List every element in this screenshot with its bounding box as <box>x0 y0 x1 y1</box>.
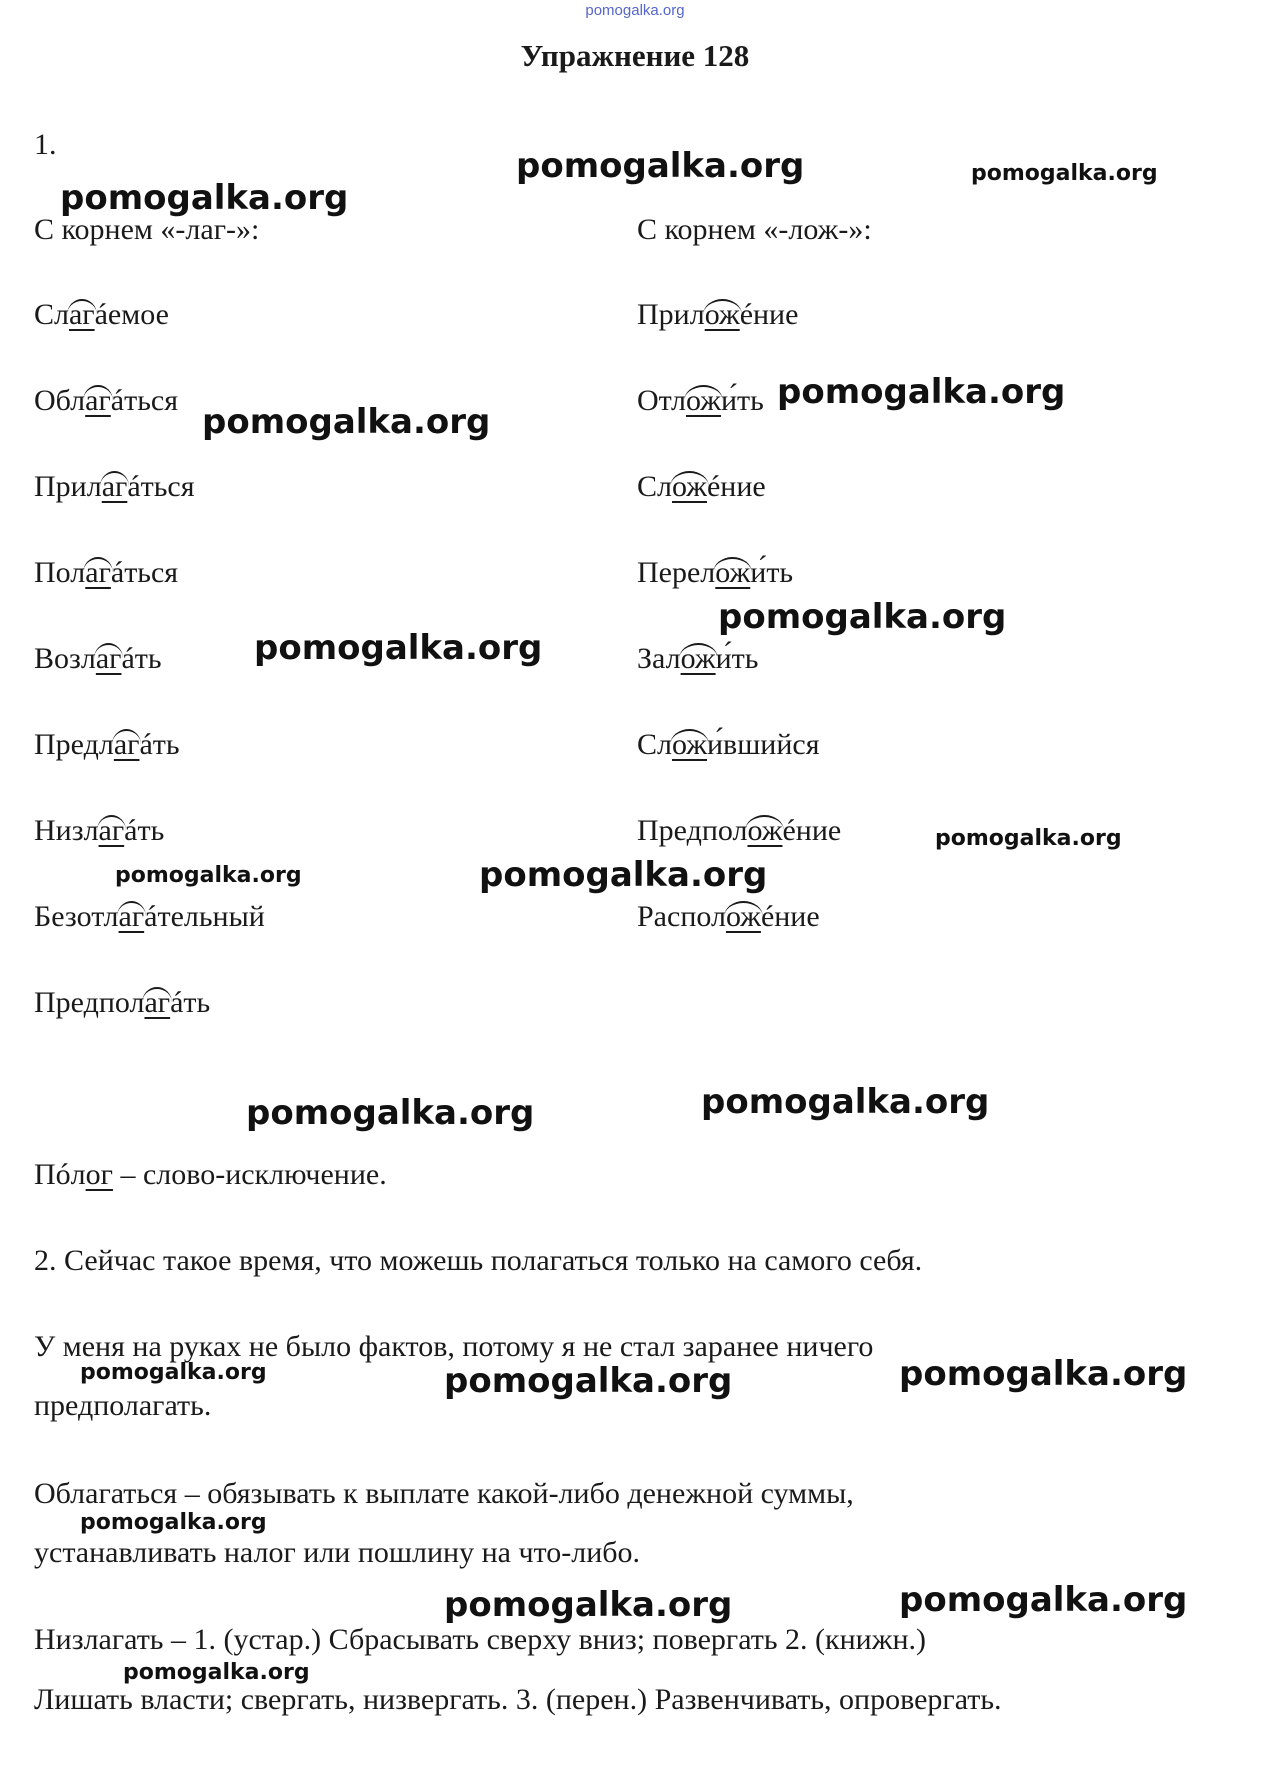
lag-word-prefix: Возл <box>34 642 96 675</box>
lozh-word-root: ож <box>680 642 716 675</box>
lozh-word-prefix: Сл <box>637 470 672 503</box>
watermark: pomogalka.org <box>123 1660 310 1685</box>
lozh-word-prefix: Распол <box>637 900 726 933</box>
lag-word-root: аг <box>68 298 95 331</box>
lag-word <box>34 814 164 848</box>
lozh-word-root: ож <box>704 298 740 331</box>
lozh-word <box>637 384 764 418</box>
watermark: pomogalka.org <box>899 1580 1188 1620</box>
exception-line <box>34 1158 387 1192</box>
section-2-sentence: 2. Сейчас такое время, что можешь полагаться только на самого себя. <box>34 1244 923 1277</box>
lozh-word-root: ож <box>671 470 707 503</box>
watermark: pomogalka.org <box>479 855 768 895</box>
paragraph-2-line-1: Облагаться – обязывать к выплате какой-либо денежной суммы, <box>34 1477 854 1510</box>
paragraph-3-line-2: Лишать власти; свергать, низвергать. 3. (перен.) Развенчивать, опровергать. <box>34 1683 1002 1716</box>
lag-word-prefix: Прил <box>34 470 102 503</box>
lozh-word-root: ож <box>747 814 783 847</box>
lozh-word <box>637 556 793 590</box>
watermark: pomogalka.org <box>254 628 543 668</box>
exception-prefix: Пóл <box>34 1158 86 1191</box>
lozh-word-prefix: Прил <box>637 298 705 331</box>
watermark: pomogalka.org <box>444 1361 733 1401</box>
lozh-word-suffix: и́ть <box>750 556 794 589</box>
watermark: pomogalka.org <box>777 372 1066 412</box>
lozh-word <box>637 642 758 676</box>
lozh-word-root: ож <box>686 384 721 417</box>
lag-word <box>34 470 195 504</box>
lag-word-prefix: Пол <box>34 556 86 589</box>
lag-word <box>34 642 162 676</box>
lag-word-root: аг <box>101 470 128 503</box>
lozh-word <box>637 470 766 504</box>
lozh-word-suffix: и́ть <box>720 384 764 417</box>
lozh-word-suffix: éние <box>706 470 766 503</box>
lag-word-root: аг <box>98 814 125 847</box>
watermark: pomogalka.org <box>899 1354 1188 1394</box>
lag-word-root: аг <box>85 556 111 589</box>
lag-word-prefix: Обл <box>34 384 86 417</box>
lozh-word-suffix: и́ть <box>715 642 759 675</box>
lag-word <box>34 298 169 332</box>
lozh-word-prefix: Отл <box>637 384 686 417</box>
watermark: pomogalka.org <box>60 178 349 218</box>
lozh-word <box>637 900 820 934</box>
lag-word-suffix: áться <box>110 556 179 589</box>
lag-word-prefix: Безотл <box>34 900 119 933</box>
paragraph-1-line-2: предполагать. <box>34 1389 212 1422</box>
paragraph-3-line-1: Низлагать – 1. (устар.) Сбрасывать сверху вниз; повергать 2. (книжн.) <box>34 1623 926 1656</box>
lag-word-root: аг <box>144 986 171 1019</box>
watermark: pomogalka.org <box>80 1510 267 1535</box>
lozh-heading: С корнем «-лож-»: <box>637 213 872 246</box>
watermark: pomogalka.org <box>202 402 491 442</box>
lag-word-prefix: Предпол <box>34 986 145 1019</box>
lag-word <box>34 556 178 590</box>
watermark: pomogalka.org <box>115 863 302 888</box>
lozh-word-suffix: éние <box>760 900 820 933</box>
lozh-word-suffix: éние <box>739 298 799 331</box>
lozh-word-root: ож <box>671 728 707 761</box>
watermark: pomogalka.org <box>80 1360 267 1385</box>
lag-word-prefix: Низл <box>34 814 99 847</box>
watermark: pomogalka.org <box>935 826 1122 851</box>
lag-word-prefix: Предл <box>34 728 114 761</box>
watermark: pomogalka.org <box>516 146 805 186</box>
lag-word-root: аг <box>95 642 122 675</box>
lag-word-prefix: Сл <box>34 298 69 331</box>
lozh-word-prefix: Сл <box>637 728 672 761</box>
top-watermark: pomogalka.org <box>585 2 685 19</box>
watermark: pomogalka.org <box>718 597 1007 637</box>
paragraph-1-line-1: У меня на руках не было фактов, потому я не стал заранее ничего <box>34 1330 874 1363</box>
lag-word-suffix: áть <box>121 642 162 675</box>
paragraph-2-line-2: устанавливать налог или пошлину на что-либо. <box>34 1536 641 1569</box>
lozh-word-prefix: Перел <box>637 556 716 589</box>
lag-word <box>34 728 180 762</box>
lag-word-suffix: áемое <box>94 298 169 331</box>
lozh-word-suffix: éние <box>782 814 842 847</box>
lag-word-suffix: áться <box>127 470 195 503</box>
lozh-word-root: ож <box>715 556 751 589</box>
lag-word <box>34 900 265 934</box>
lozh-word <box>637 298 798 332</box>
lag-word-suffix: áтельный <box>144 900 265 933</box>
lag-word-suffix: áть <box>139 728 180 761</box>
lag-word-root: аг <box>118 900 145 933</box>
exception-text: – слово-исключение. <box>112 1158 387 1191</box>
exception-ending: ог <box>85 1158 113 1191</box>
watermark: pomogalka.org <box>444 1585 733 1625</box>
lozh-word <box>637 728 820 762</box>
lag-heading: С корнем «-лаг-»: <box>34 213 260 246</box>
lag-word-suffix: áть <box>170 986 211 1019</box>
lozh-word-root: ож <box>725 900 761 933</box>
watermark: pomogalka.org <box>246 1093 535 1133</box>
watermark: pomogalka.org <box>701 1082 990 1122</box>
exercise-title: Упражнение 128 <box>520 38 750 73</box>
lozh-word-prefix: Предпол <box>637 814 748 847</box>
lozh-word <box>637 814 841 848</box>
lag-word <box>34 986 210 1020</box>
lag-word-suffix: áться <box>110 384 179 417</box>
lag-word-root: аг <box>85 384 111 417</box>
lag-word-root: аг <box>113 728 140 761</box>
lozh-word-suffix: и́вшийся <box>706 728 820 761</box>
lag-word <box>34 384 178 418</box>
section-1-number: 1. <box>34 128 57 161</box>
watermark: pomogalka.org <box>971 161 1158 186</box>
lozh-word-prefix: Зал <box>637 642 681 675</box>
lag-word-suffix: áть <box>124 814 165 847</box>
